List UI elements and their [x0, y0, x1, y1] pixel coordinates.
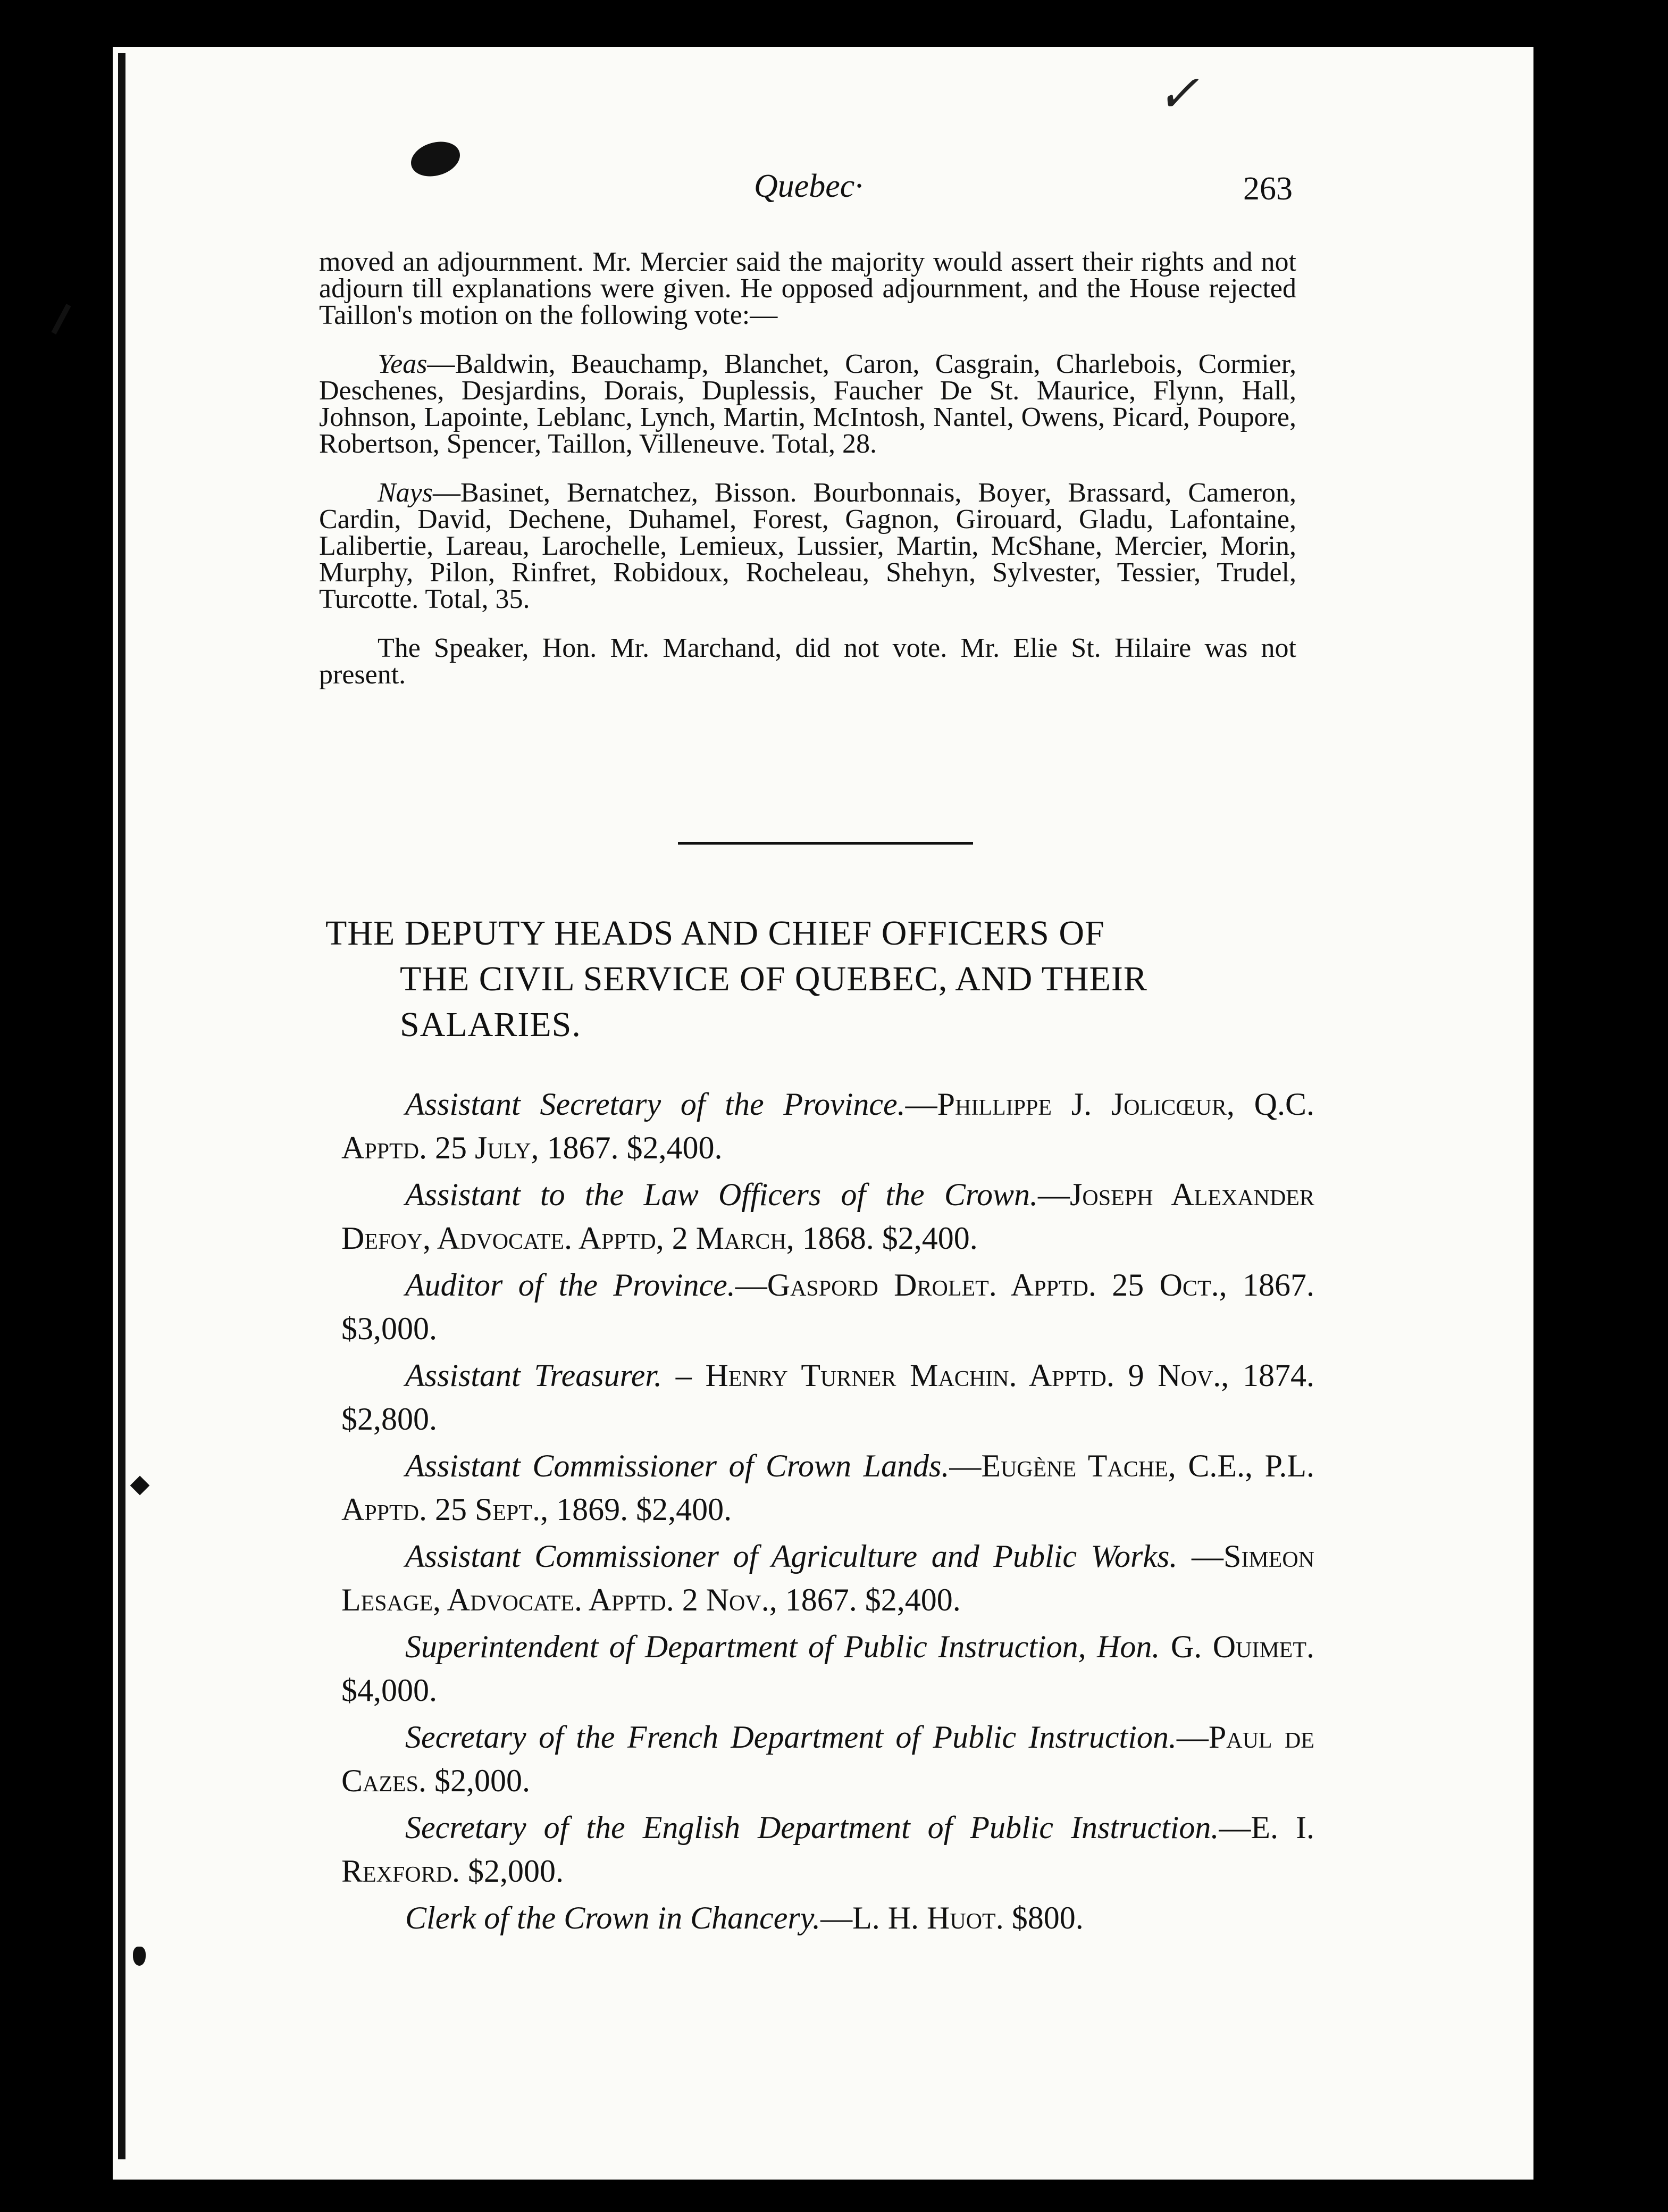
office-title: Assistant Treasurer. [405, 1358, 663, 1393]
officer-details: —Phillippe J. Jolicœur, Q.C. Apptd. 25 July, 1867. $2,400. [341, 1087, 1314, 1165]
heading-line-1: THE DEPUTY HEADS AND CHIEF OFFICERS OF [325, 914, 1105, 953]
margin-mark [133, 1947, 146, 1966]
nays-list: —Basinet, Bernatchez, Bisson. Bourbonnais, Boyer, Brassard, Cameron, Cardin, David, Dechene, Duhamel, Forest, Gagnon, Girouard, Gladu, Lafontaine, Lalibertie, Lareau, Larochelle, Lemieux, Lussier, Martin, McShane, Mercier, Morin, Murphy, Pilon, Rinfret, Robidoux, Rocheleau, Shehyn, Sylvester, Tessier, Trudel, Turcotte. Total, 35. [319, 478, 1296, 614]
office-title: Superintendent of Department of Public Instruction, Hon. [405, 1629, 1160, 1664]
list-item [341, 1173, 1314, 1260]
page-number: 263 [1243, 171, 1293, 207]
office-title: Assistant Secretary of the Province. [405, 1087, 906, 1122]
yeas-list: —Baldwin, Beauchamp, Blanchet, Caron, Casgrain, Charlebois, Cormier, Deschenes, Desjardins, Dorais, Duplessis, Faucher De St. Maurice, Flynn, Hall, Johnson, Lapointe, Leblanc, Lynch, Martin, McIntosh, Nantel, Owens, Picard, Poupore, Robertson, Spencer, Taillon, Villeneuve. Total, 28. [319, 349, 1296, 459]
office-title: Secretary of the English Department of Public Instruction. [405, 1810, 1219, 1845]
margin-pencil-mark [52, 304, 71, 335]
check-mark: ✓ [1156, 65, 1200, 122]
list-item [341, 1263, 1314, 1350]
officer-details: G. Ouimet. $4,000. [341, 1629, 1314, 1708]
list-item [341, 1354, 1314, 1441]
heading-line-2: THE CIVIL SERVICE OF QUEBEC, AND THEIR [400, 959, 1147, 998]
nays-label: Nays [378, 478, 433, 508]
nays-paragraph [319, 480, 1296, 613]
officer-details: —Simeon Lesage, Advocate. Apptd. 2 Nov., 1867. $2,400. [341, 1539, 1314, 1617]
officer-details: – Henry Turner Machin. Apptd. 9 Nov., 1874. $2,800. [341, 1358, 1314, 1437]
officer-details: —L. H. Huot. $800. [820, 1900, 1084, 1935]
speaker-note: The Speaker, Hon. Mr. Marchand, did not vote. Mr. Elie St. Hilaire was not present. [319, 633, 1296, 690]
page-edge-shadow [118, 53, 125, 2159]
office-title: Assistant to the Law Officers of the Crown. [405, 1177, 1038, 1212]
division-list [319, 249, 1296, 711]
office-title: Clerk of the Crown in Chancery. [405, 1900, 821, 1935]
list-item [341, 1444, 1314, 1531]
list-item [341, 1896, 1314, 1940]
yeas-paragraph [319, 351, 1296, 457]
officer-details: —Gaspord Drolet. Apptd. 25 Oct., 1867. $3,000. [341, 1267, 1314, 1346]
list-item [341, 1625, 1314, 1712]
officer-details: —E. I. Rexford. $2,000. [341, 1810, 1314, 1889]
officer-details: —Paul de Cazes. $2,000. [341, 1719, 1314, 1798]
office-title: Assistant Commissioner of Crown Lands. [405, 1448, 950, 1483]
officers-list [341, 1082, 1314, 1943]
yeas-label: Yeas [378, 349, 428, 379]
list-item [341, 1082, 1314, 1170]
heading-line-3: SALARIES. [400, 1005, 581, 1044]
list-item [341, 1806, 1314, 1893]
running-head: Quebec· [754, 168, 863, 204]
officer-details: —Eugène Tache, C.E., P.L. Apptd. 25 Sept., 1869. $2,400. [341, 1448, 1314, 1527]
section-divider [678, 842, 973, 845]
office-title: Auditor of the Province. [405, 1267, 735, 1303]
list-item [341, 1534, 1314, 1622]
office-title: Secretary of the French Department of Public Instruction. [405, 1719, 1177, 1755]
section-heading [325, 911, 1362, 1048]
list-item [341, 1715, 1314, 1802]
officer-details: —Joseph Alexander Defoy, Advocate. Apptd, 2 March, 1868. $2,400. [341, 1177, 1314, 1256]
intro-paragraph: moved an adjournment. Mr. Mercier said the majority would assert their rights and not adjourn till explanations were given. He opposed adjournment, and the House rejected Taillon's motion on the following vote:— [319, 247, 1296, 330]
office-title: Assistant Commissioner of Agriculture and Public Works. [405, 1539, 1178, 1574]
